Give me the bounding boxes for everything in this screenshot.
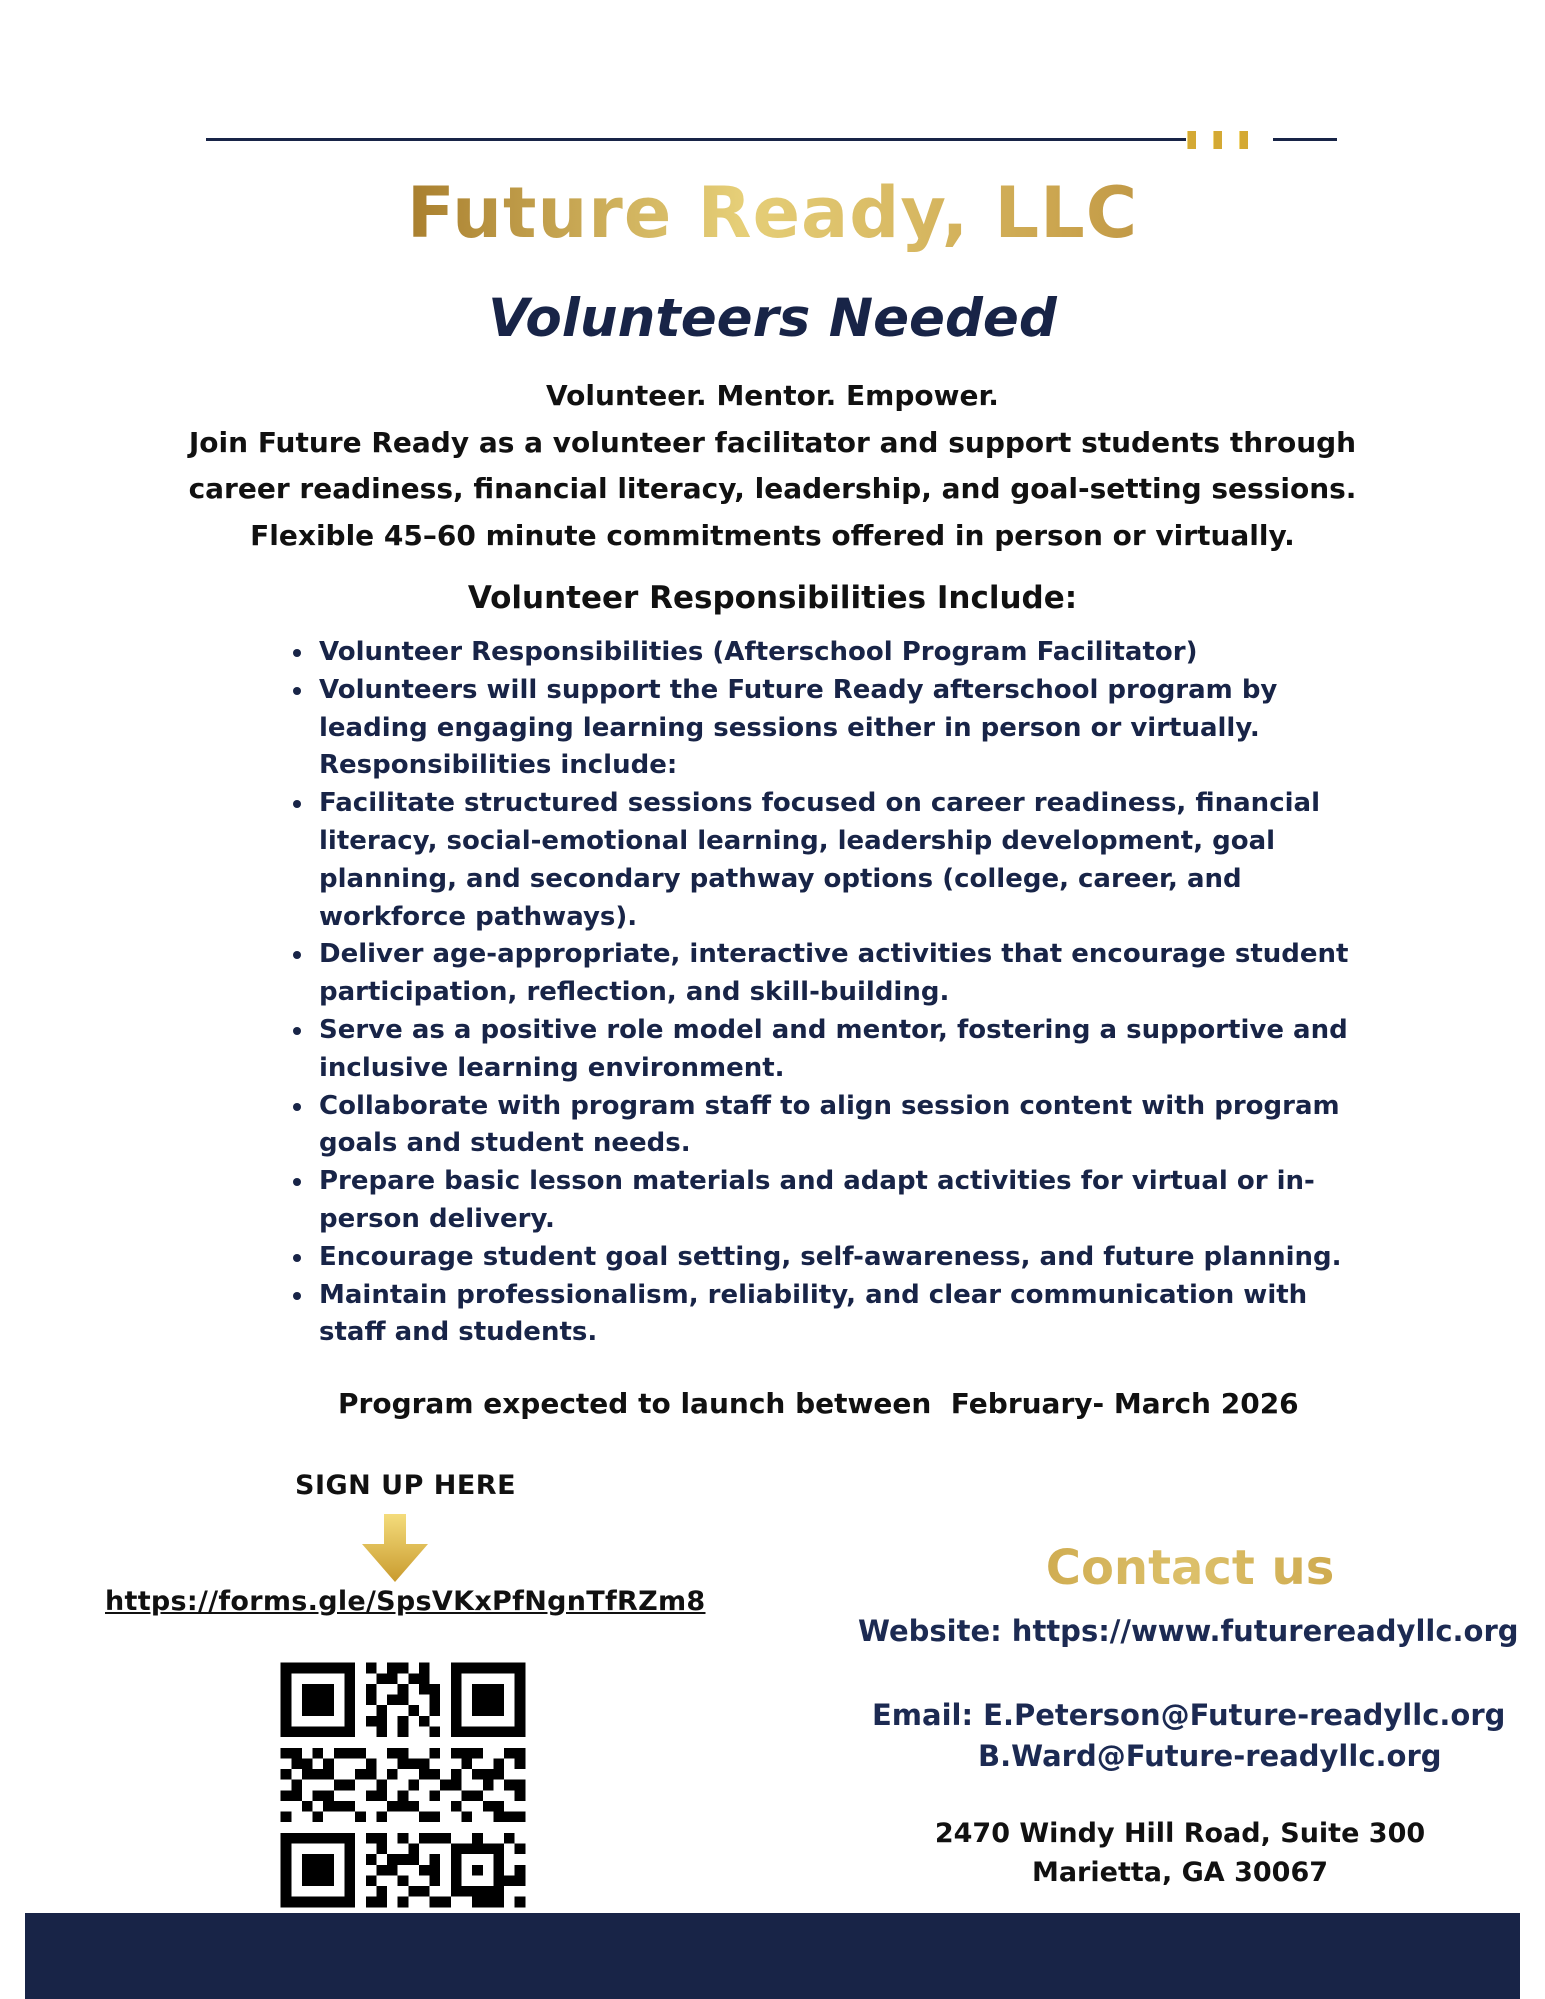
divider-accent-bar [1213,131,1222,149]
intro-text [150,373,1395,559]
list-item: • Serve as a positive role model and mentor, fostering a supportive and inclusive learning environment. [315,1012,1365,1088]
intro-line: Join Future Ready as a volunteer facilitator and support students through [188,425,1357,459]
page-headline: Volunteers Needed [488,288,1057,349]
top-divider-end [1273,138,1337,141]
contact-heading: Contact us [900,1540,1480,1596]
intro-line: career readiness, financial literacy, leadership, and goal-setting sessions. [188,472,1357,505]
responsibilities-heading: Volunteer Responsibilities Include: [467,580,1078,616]
divider-accent-bar [1187,131,1196,149]
list-item: • Prepare basic lesson materials and adapt activities for virtual or in-person delivery. [315,1163,1365,1239]
intro-line: Volunteer. Mentor. Empower. [546,379,999,412]
responsibilities-list [284,634,1365,1352]
signup-label: SIGN UP HERE [295,1470,517,1501]
top-divider [206,138,1186,141]
list-item: • Maintain professionalism, reliability, and clear communication with staff and students. [315,1277,1365,1353]
launch-date-text: Program expected to launch between February- March 2026 [338,1387,1299,1420]
qr-code-icon[interactable] [270,1652,536,1918]
contact-website[interactable]: Website: https://www.futurereadyllc.org [858,1614,1519,1648]
contact-email-primary[interactable]: Email: E.Peterson@Future-readyllc.org [872,1698,1506,1732]
list-item: • Deliver age-appropriate, interactive activities that encourage student participation, reflection, and skill-building. [315,936,1365,1012]
list-item: • Facilitate structured sessions focused on career readiness, financial literacy, social-emotional learning, leadership development, goal planning, and secondary pathway options (college, career, and workforce pathways). [315,785,1365,936]
down-arrow-icon [360,1514,430,1584]
address-line-1: 2470 Windy Hill Road, Suite 300 [934,1818,1426,1849]
divider-accent-bar [1239,131,1248,149]
brand-title: Future Ready, LLC [0,172,1545,254]
list-item: • Collaborate with program staff to align session content with program goals and student needs. [315,1088,1365,1164]
address-line-2: Marietta, GA 30067 [1031,1857,1329,1888]
footer-band [25,1913,1520,1999]
list-item: • Encourage student goal setting, self-awareness, and future planning. [315,1239,1365,1277]
list-item: • Volunteers will support the Future Ready afterschool program by leading engaging learning sessions either in person or virtually. Responsibilities include: [315,672,1365,785]
intro-line: Flexible 45–60 minute commitments offered in person or virtually. [250,518,1295,552]
contact-email-secondary[interactable]: B.Ward@Future-readyllc.org [978,1739,1442,1773]
list-item: • Volunteer Responsibilities (Afterschool Program Facilitator) [315,634,1365,672]
signup-form-link[interactable]: https://forms.gle/SpsVKxPfNgnTfRZm8 [105,1586,706,1617]
